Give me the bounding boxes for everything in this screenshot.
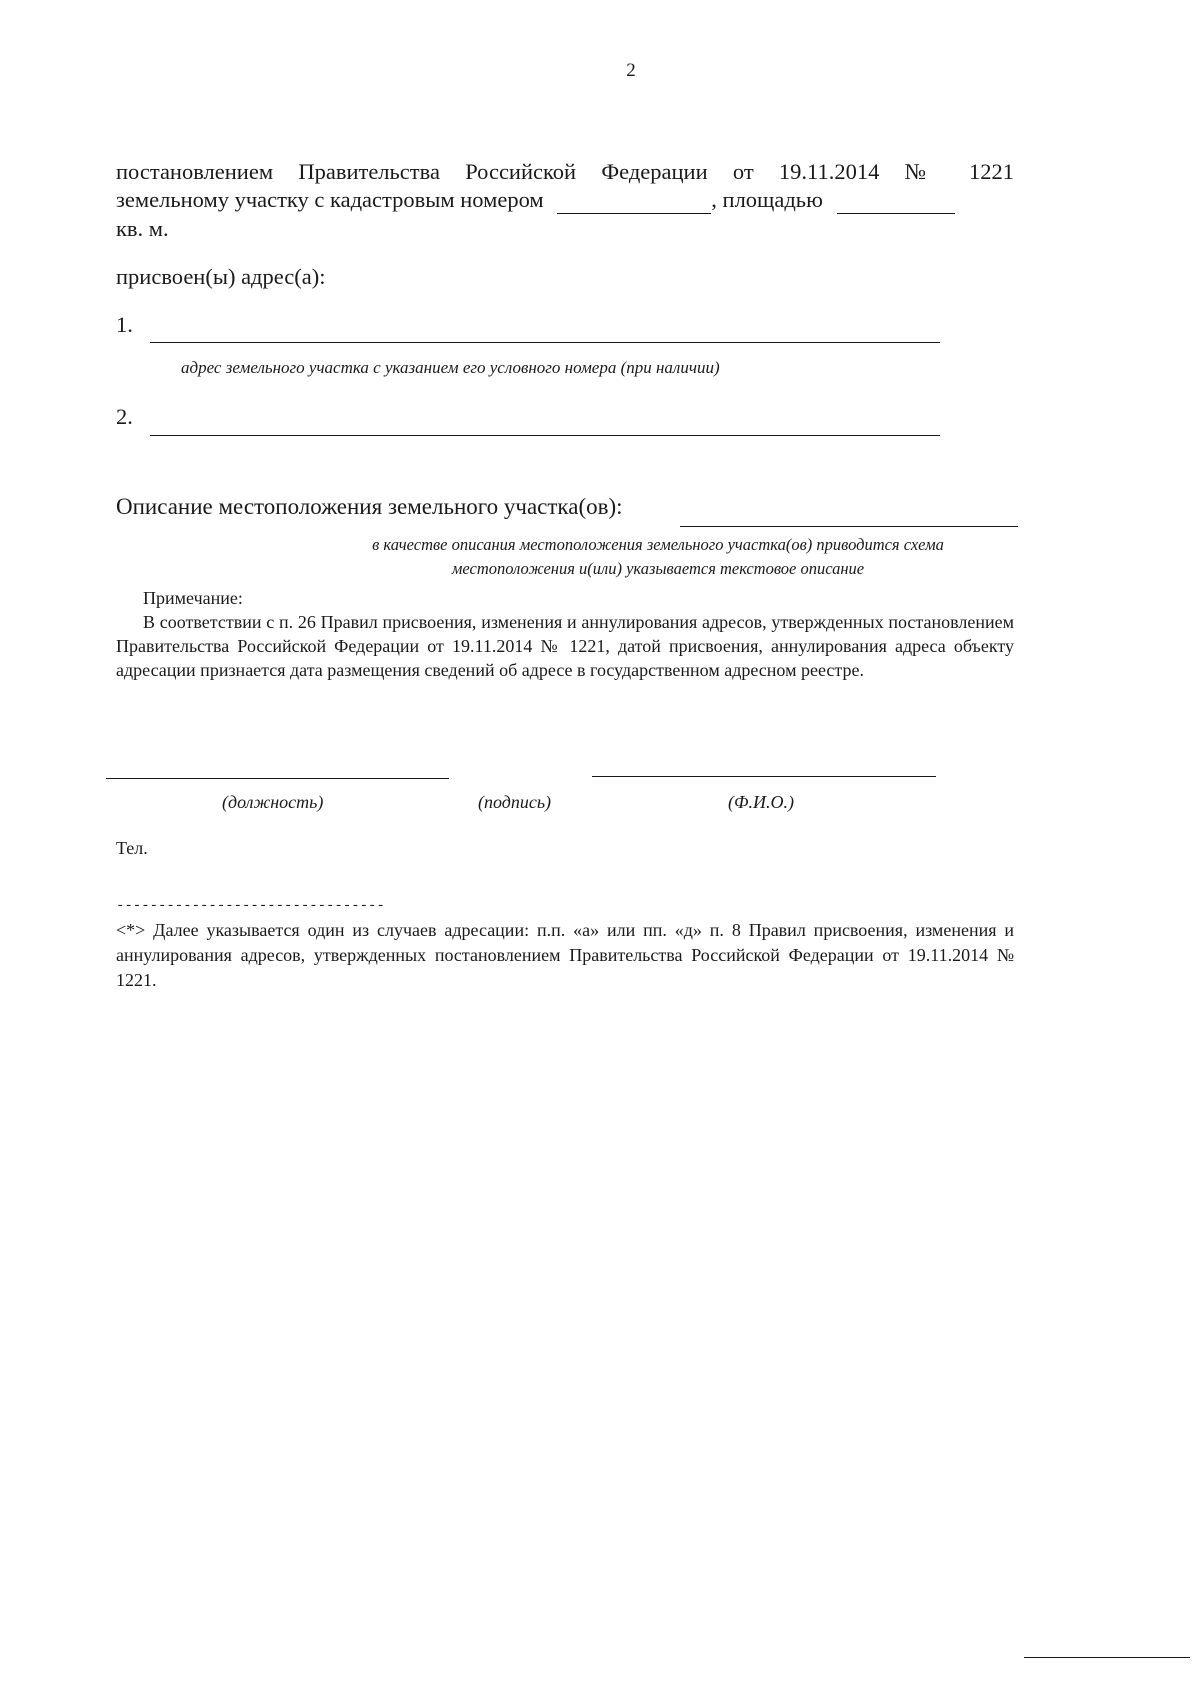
location-description-field[interactable] <box>680 526 1018 527</box>
area-label: , площадью <box>711 187 823 212</box>
intro-line-1: постановлением Правительства Российской Федерации от 19.11.2014 № 1221 <box>116 159 1014 184</box>
address-1-number: 1. <box>116 312 133 337</box>
phone-label: Тел. <box>116 838 148 858</box>
note-text: В соответствии с п. 26 Правил присвоения, изменения и аннулирования адресов, утвержденных постановлением Правительства Российской Федерации от 19.11.2014 № 1221, датой присвоения, аннулирования адреса объекту адресации признается дата размещения сведений об адресе в государственном адресном реестре. <box>116 612 1014 680</box>
location-caption-line-2: местоположения и(или) указывается текстовое описание <box>451 559 865 578</box>
cadastral-label: земельному участку с кадастровым номером <box>116 187 544 212</box>
address-2-number: 2. <box>116 404 133 429</box>
location-description-caption <box>300 533 1016 581</box>
address-2-field[interactable] <box>150 435 940 436</box>
note-title: Примечание: <box>143 588 243 608</box>
name-caption: (Ф.И.О.) <box>728 792 794 812</box>
page-corner-rule <box>1024 1657 1190 1658</box>
name-field[interactable] <box>592 776 936 777</box>
intro-line-3: кв. м. <box>116 216 169 241</box>
signature-caption: (подпись) <box>478 792 552 812</box>
address-1-caption: адрес земельного участка с указанием его условного номера (при наличии) <box>181 358 720 377</box>
note-body <box>116 610 1014 682</box>
assigned-addresses-label: присвоен(ы) адрес(а): <box>116 264 326 289</box>
address-1-field[interactable] <box>150 342 940 343</box>
footnote-separator: -------------------------------- <box>116 898 385 914</box>
area-field[interactable] <box>837 191 955 214</box>
position-caption: (должность) <box>222 792 324 812</box>
location-description-title: Описание местоположения земельного участка(ов): <box>116 494 623 519</box>
page-number: 2 <box>626 60 636 81</box>
footnote-text: <*> Далее указывается один из случаев адресации: п.п. «а» или пп. «д» п. 8 Правил присвоения, изменения и аннулирования адресов, утвержденных постановлением Правительства Российской Федерации от 19.11.2014 № 1221. <box>116 920 1014 990</box>
cadastral-number-field[interactable] <box>557 191 711 214</box>
intro-line-2 <box>116 186 955 214</box>
location-caption-line-1: в качестве описания местоположения земельного участка(ов) приводится схема <box>372 535 944 554</box>
position-field[interactable] <box>106 778 449 779</box>
